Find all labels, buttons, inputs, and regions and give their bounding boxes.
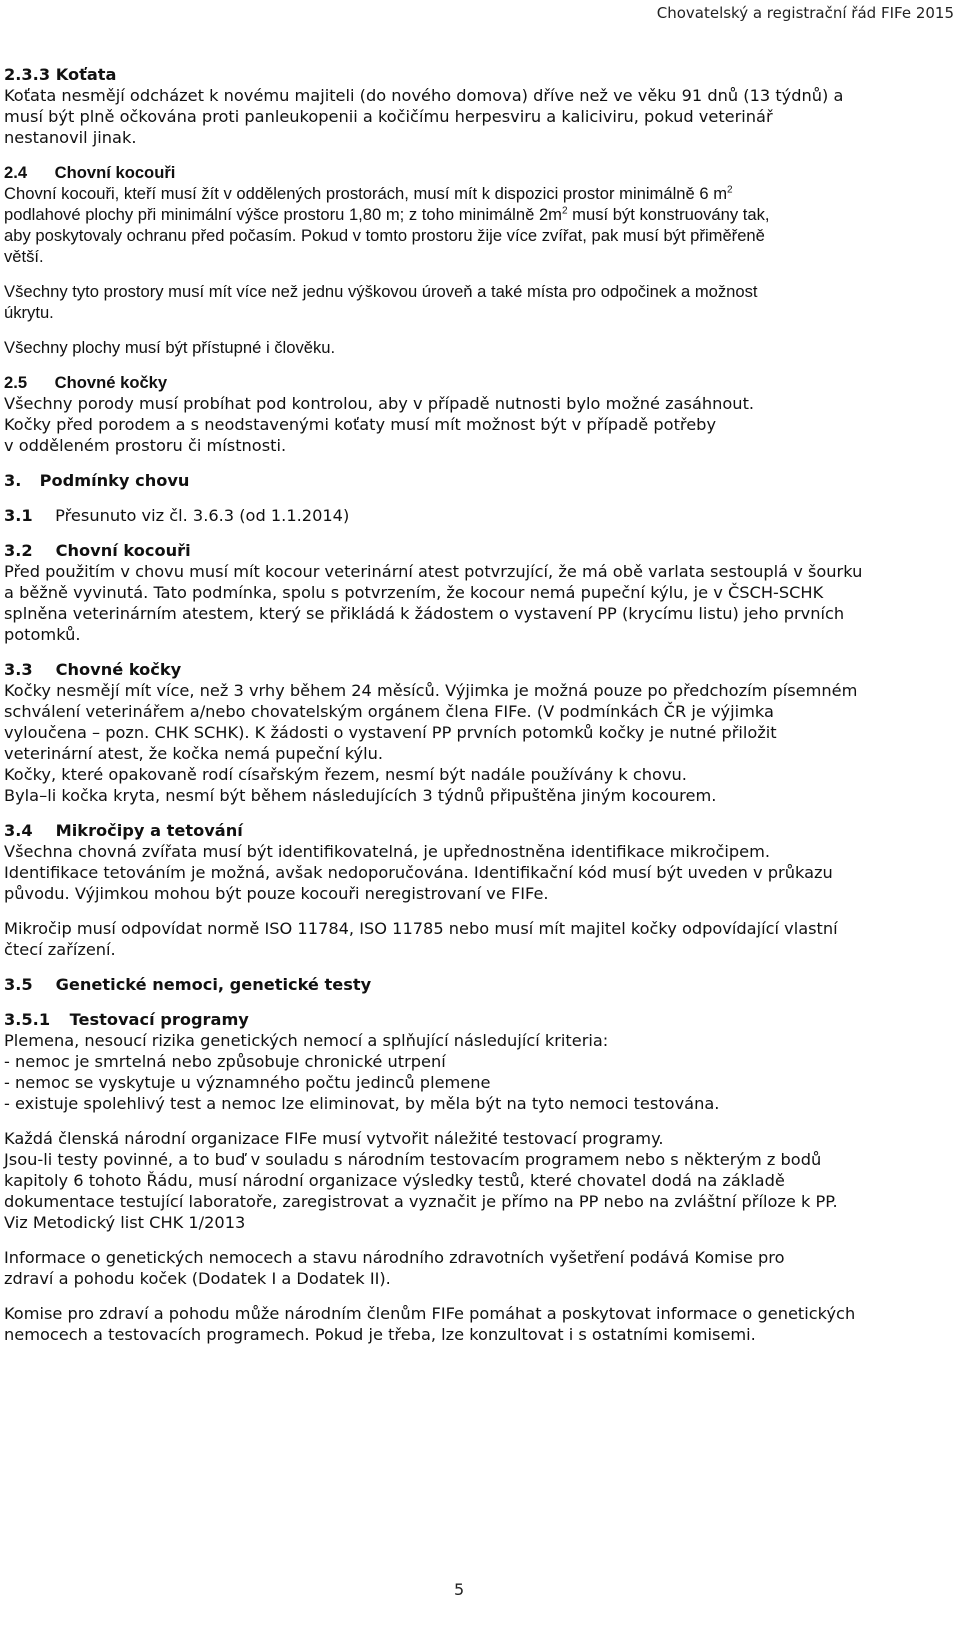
paragraph-line: Komise pro zdraví a pohodu může národním členům FIFe pomáhat a poskytovat informace o genetických: [4, 1304, 856, 1323]
section-title: Genetické nemoci, genetické testy: [55, 975, 372, 994]
paragraph-line: Mikročip musí odpovídat normě ISO 11784, ISO 11785 nebo musí mít majitel kočky odpovídající vlastní: [4, 919, 838, 938]
paragraph-line: Byla–li kočka kryta, nesmí být během následujících 3 týdnů připuštěna jiným kocourem.: [4, 786, 717, 805]
section-title: Podmínky chovu: [39, 471, 190, 490]
paragraph-line: musí být plně očkována proti panleukopenii a kočičímu herpesviru a kaliciviru, pokud veterinář: [4, 107, 773, 126]
section-number: 2.5: [4, 373, 28, 392]
paragraph-line: aby poskytovaly ochranu před počasím. Pokud v tomto prostoru žije více zvířat, pak musí být přiměřeně: [4, 226, 765, 245]
text-run: podlahové plochy při minimální výšce prostoru 1,80 m; z toho minimálně 2m: [4, 205, 562, 224]
text-run: musí být konstruovány tak,: [567, 205, 770, 224]
paragraph-line: čtecí zařízení.: [4, 940, 116, 959]
section-heading-3-4: [4, 820, 944, 841]
paragraph-line: úkrytu.: [4, 303, 54, 322]
paragraph-line: Všechny plochy musí být přístupné i člověku.: [4, 338, 336, 357]
section-title: Testovací programy: [69, 1010, 249, 1029]
paragraph-line: Všechna chovná zvířata musí být identifikovatelná, je upřednostněna identifikace mikročipem.: [4, 842, 771, 861]
paragraph-line: dokumentace testující laboratoře, zaregistrovat a vyznačit je přímo na PP nebo na zvláštní příloze k PP.: [4, 1192, 838, 1211]
paragraph-line: v odděleném prostoru či místnosti.: [4, 436, 287, 455]
section-title: Chovné kočky: [55, 660, 182, 679]
section-heading-2-3-3: [4, 64, 944, 85]
paragraph-line: Kočky před porodem a s neodstavenými koťaty musí mít možnost být v případě potřeby: [4, 415, 717, 434]
paragraph-line: potomků.: [4, 625, 81, 644]
section-number: 3.4: [4, 821, 33, 840]
page-number: 5: [454, 1580, 465, 1599]
text-run: Chovní kocouři, kteří musí žít v oddělených prostorách, musí mít k dispozici prostor minimálně 6 m: [4, 184, 728, 203]
section-heading-3-3: [4, 659, 944, 680]
paragraph-line: veterinární atest, že kočka nemá pupeční kýlu.: [4, 744, 384, 763]
paragraph-line: Před použitím v chovu musí mít kocour veterinární atest potvrzující, že má obě varlata sestouplá v šourku: [4, 562, 863, 581]
section-heading-3: [4, 470, 944, 491]
document-body: [4, 64, 944, 1345]
section-number: 3.1: [4, 506, 33, 525]
paragraph-line: splněna veterinárním atestem, který se přikládá k žádostem o vystavení PP (krycímu listu) jeho prvních: [4, 604, 845, 623]
section-title: Mikročipy a tetování: [55, 821, 243, 840]
section-number: 3.2: [4, 541, 33, 560]
superscript: 2: [562, 205, 568, 217]
paragraph-line: a běžně vyvinutá. Tato podmínka, spolu s potvrzením, že kocour nemá pupeční kýlu, je v ČSCH-SCHK: [4, 583, 824, 602]
superscript: 2: [727, 184, 733, 196]
paragraph-line: vyloučena – pozn. CHK SCHK). K žádosti o vystavení PP prvních potomků kočky je nutné přiložit: [4, 723, 777, 742]
section-text: Přesunuto viz čl. 3.6.3 (od 1.1.2014): [55, 506, 350, 525]
paragraph-line: Jsou-li testy povinné, a to buď v souladu s národním testovacím programem nebo s některým z bodů: [4, 1150, 822, 1169]
section-number: 2.4: [4, 163, 28, 182]
section-number: 3.: [4, 471, 22, 490]
paragraph-line: schválení veterinářem a/nebo chovatelským orgánem člena FIFe. (V podmínkách ČR je výjimka: [4, 702, 774, 721]
section-title: Chovní kocouři: [55, 541, 191, 560]
paragraph-line: Identifikace tetováním je možná, avšak nedoporučována. Identifikační kód musí být uveden v průkazu: [4, 863, 833, 882]
section-title: Chovné kočky: [54, 373, 168, 392]
list-item: - nemoc je smrtelná nebo způsobuje chronické utrpení: [4, 1052, 446, 1071]
section-heading-2-4: [4, 162, 944, 183]
paragraph-line: nemocech a testovacích programech. Pokud je třeba, lze konzultovat i s ostatními komisemi.: [4, 1325, 756, 1344]
section-number: 3.3: [4, 660, 33, 679]
paragraph-line: Všechny porody musí probíhat pod kontrolou, aby v případě nutnosti bylo možné zasáhnout.: [4, 394, 755, 413]
list-item: - nemoc se vyskytuje u významného počtu jedinců plemene: [4, 1073, 491, 1092]
section-heading-2-5: [4, 372, 944, 393]
paragraph-line: Kočky nesmějí mít více, než 3 vrhy během 24 měsíců. Výjimka je možná pouze po předchozím písemném: [4, 681, 858, 700]
paragraph-line: Koťata nesmějí odcházet k novému majiteli (do nového domova) dříve než ve věku 91 dnů (13 týdnů) a: [4, 86, 844, 105]
paragraph-line: Viz Metodický list CHK 1/2013: [4, 1213, 246, 1232]
paragraph-line: [4, 204, 944, 225]
section-number: 3.5.1: [4, 1010, 51, 1029]
paragraph-line: Každá členská národní organizace FIFe musí vytvořit náležité testovací programy.: [4, 1129, 664, 1148]
paragraph-line: Všechny tyto prostory musí mít více než jednu výškovou úroveň a také místa pro odpočinek a možnost: [4, 282, 758, 301]
section-heading-3-2: [4, 540, 944, 561]
paragraph-line: zdraví a pohodu koček (Dodatek I a Dodatek II).: [4, 1269, 391, 1288]
paragraph-line: nestanovil jinak.: [4, 128, 137, 147]
section-line-3-1: [4, 505, 944, 526]
list-item: - existuje spolehlivý test a nemoc lze eliminovat, by měla být na tyto nemoci testována.: [4, 1094, 720, 1113]
paragraph-line: původu. Výjimkou mohou být pouze kocouři neregistrovaní ve FIFe.: [4, 884, 549, 903]
section-heading-3-5-1: [4, 1009, 944, 1030]
paragraph-line: Plemena, nesoucí rizika genetických nemocí a splňující následující kriteria:: [4, 1031, 609, 1050]
section-number: 2.3.3: [4, 65, 51, 84]
section-title: Chovní kocouři: [54, 163, 176, 182]
paragraph-line: větší.: [4, 247, 44, 266]
section-heading-3-5: [4, 974, 944, 995]
paragraph-line: [4, 183, 944, 204]
paragraph-line: Informace o genetických nemocech a stavu národního zdravotních vyšetření podává Komise pro: [4, 1248, 785, 1267]
section-number: 3.5: [4, 975, 33, 994]
paragraph-line: kapitoly 6 tohoto Řádu, musí národní organizace výsledky testů, které chovatel dodá na základě: [4, 1171, 785, 1190]
running-header: Chovatelský a registrační řád FIFe 2015: [656, 4, 954, 22]
section-title: Koťata: [55, 65, 117, 84]
paragraph-line: Kočky, které opakovaně rodí císařským řezem, nesmí být nadále používány k chovu.: [4, 765, 687, 784]
